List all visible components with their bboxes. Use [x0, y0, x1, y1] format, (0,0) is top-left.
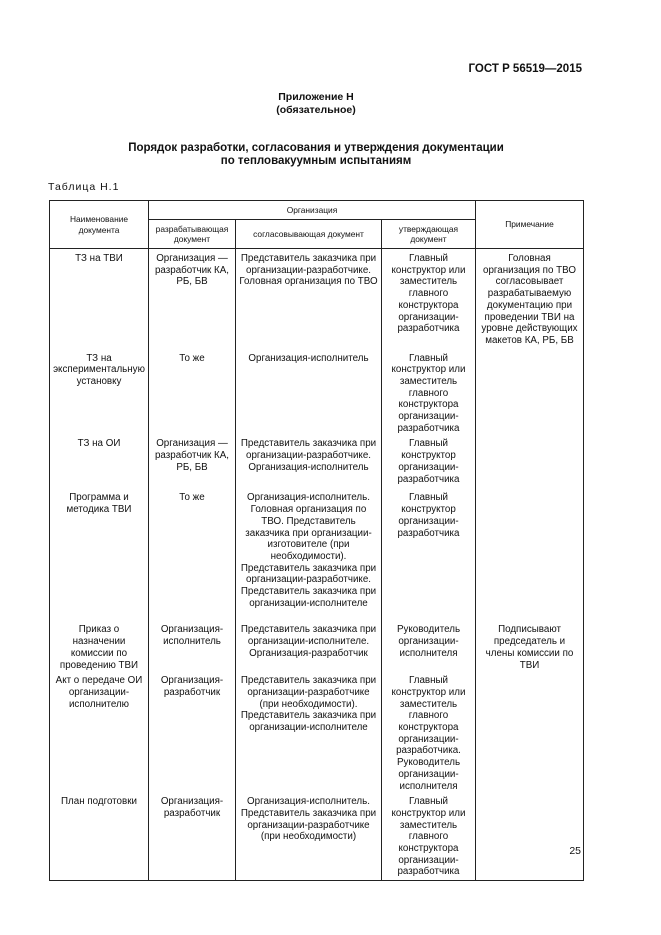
table-row [50, 794, 584, 880]
cell-agreeing: Представитель заказчика при организации-исполнителе. Организация-разработчик [236, 622, 382, 673]
cell-approving: Главный конструктор или заместитель главного конструктора организации-разработчика [382, 351, 476, 437]
table-row [50, 249, 584, 351]
table-row [50, 490, 584, 622]
cell-approving: Главный конструктор организации-разработчика [382, 436, 476, 490]
cell-note [476, 490, 584, 622]
header-note: Примечание [476, 201, 584, 249]
cell-doc-name: ТЗ на ТВИ [50, 249, 149, 351]
header-developer: разрабатывающая документ [149, 220, 236, 249]
document-title-line1: Порядок разработки, согласования и утверждения документации [128, 142, 504, 154]
cell-approving: Главный конструктор организации-разработчика [382, 490, 476, 622]
cell-developer: То же [149, 351, 236, 437]
cell-doc-name: ТЗ на экспериментальную установку [50, 351, 149, 437]
cell-approving: Главный конструктор или заместитель главного конструктора организации-разработчика [382, 794, 476, 880]
cell-agreeing: Представитель заказчика при организации-разработчике (при необходимости). Представитель заказчика при организации-исполнителе [236, 673, 382, 794]
header-organization: Организация [149, 201, 476, 220]
cell-agreeing: Организация-исполнитель. Представитель заказчика при организации-разработчике (при необходимости) [236, 794, 382, 880]
table-row [50, 351, 584, 437]
cell-note [476, 436, 584, 490]
cell-note [476, 794, 584, 880]
documentation-table [49, 200, 584, 881]
table-caption: Таблица Н.1 [48, 181, 120, 193]
cell-developer: То же [149, 490, 236, 622]
cell-note [476, 351, 584, 437]
table-row [50, 622, 584, 673]
cell-doc-name: Акт о передаче ОИ организации-исполнителю [50, 673, 149, 794]
cell-approving: Главный конструктор или заместитель главного конструктора организации-разработчика [382, 249, 476, 351]
page-number: 25 [569, 845, 581, 857]
cell-note: Головная организация по ТВО согласовывает разрабатываемую документацию при проведении ТВИ на уровне действующих макетов КА, РБ, БВ [476, 249, 584, 351]
header-approving: утверждающая документ [382, 220, 476, 249]
cell-developer: Организация-исполнитель [149, 622, 236, 673]
document-title-line2: по тепловакуумным испытаниям [220, 155, 412, 167]
header-doc-name: Наименование документа [50, 201, 149, 249]
table-row [50, 673, 584, 794]
cell-doc-name: Приказ о назначении комиссии по проведению ТВИ [50, 622, 149, 673]
cell-developer: Организация-разработчик [149, 794, 236, 880]
cell-agreeing: Организация-исполнитель [236, 351, 382, 437]
document-code: ГОСТ Р 56519—2015 [468, 63, 582, 75]
cell-approving: Руководитель организации-исполнителя [382, 622, 476, 673]
annex-status: (обязательное) [276, 104, 356, 116]
cell-note [476, 673, 584, 794]
document-title [0, 142, 632, 168]
cell-note: Подписывают председатель и члены комиссии по ТВИ [476, 622, 584, 673]
annex-heading [0, 91, 632, 117]
header-agreeing: согласовывающая документ [236, 220, 382, 249]
cell-approving: Главный конструктор или заместитель главного конструктора организации-разработчика. Руководитель организации-исполнителя [382, 673, 476, 794]
annex-title: Приложение Н [278, 91, 354, 103]
cell-doc-name: ТЗ на ОИ [50, 436, 149, 490]
cell-agreeing: Представитель заказчика при организации-разработчике. Головная организация по ТВО [236, 249, 382, 351]
cell-developer: Организация-разработчик [149, 673, 236, 794]
cell-developer: Организация — разработчик КА, РБ, БВ [149, 249, 236, 351]
cell-doc-name: План подготовки [50, 794, 149, 880]
cell-developer: Организация — разработчик КА, РБ, БВ [149, 436, 236, 490]
cell-agreeing: Организация-исполнитель. Головная организация по ТВО. Представитель заказчика при организации-изготовителе (при необходимости). Представитель заказчика при организации-разработчике. Представитель заказчика при организации-исполнителе [236, 490, 382, 622]
cell-doc-name: Программа и методика ТВИ [50, 490, 149, 622]
table-row [50, 436, 584, 490]
cell-agreeing: Представитель заказчика при организации-разработчике. Организация-исполнитель [236, 436, 382, 490]
